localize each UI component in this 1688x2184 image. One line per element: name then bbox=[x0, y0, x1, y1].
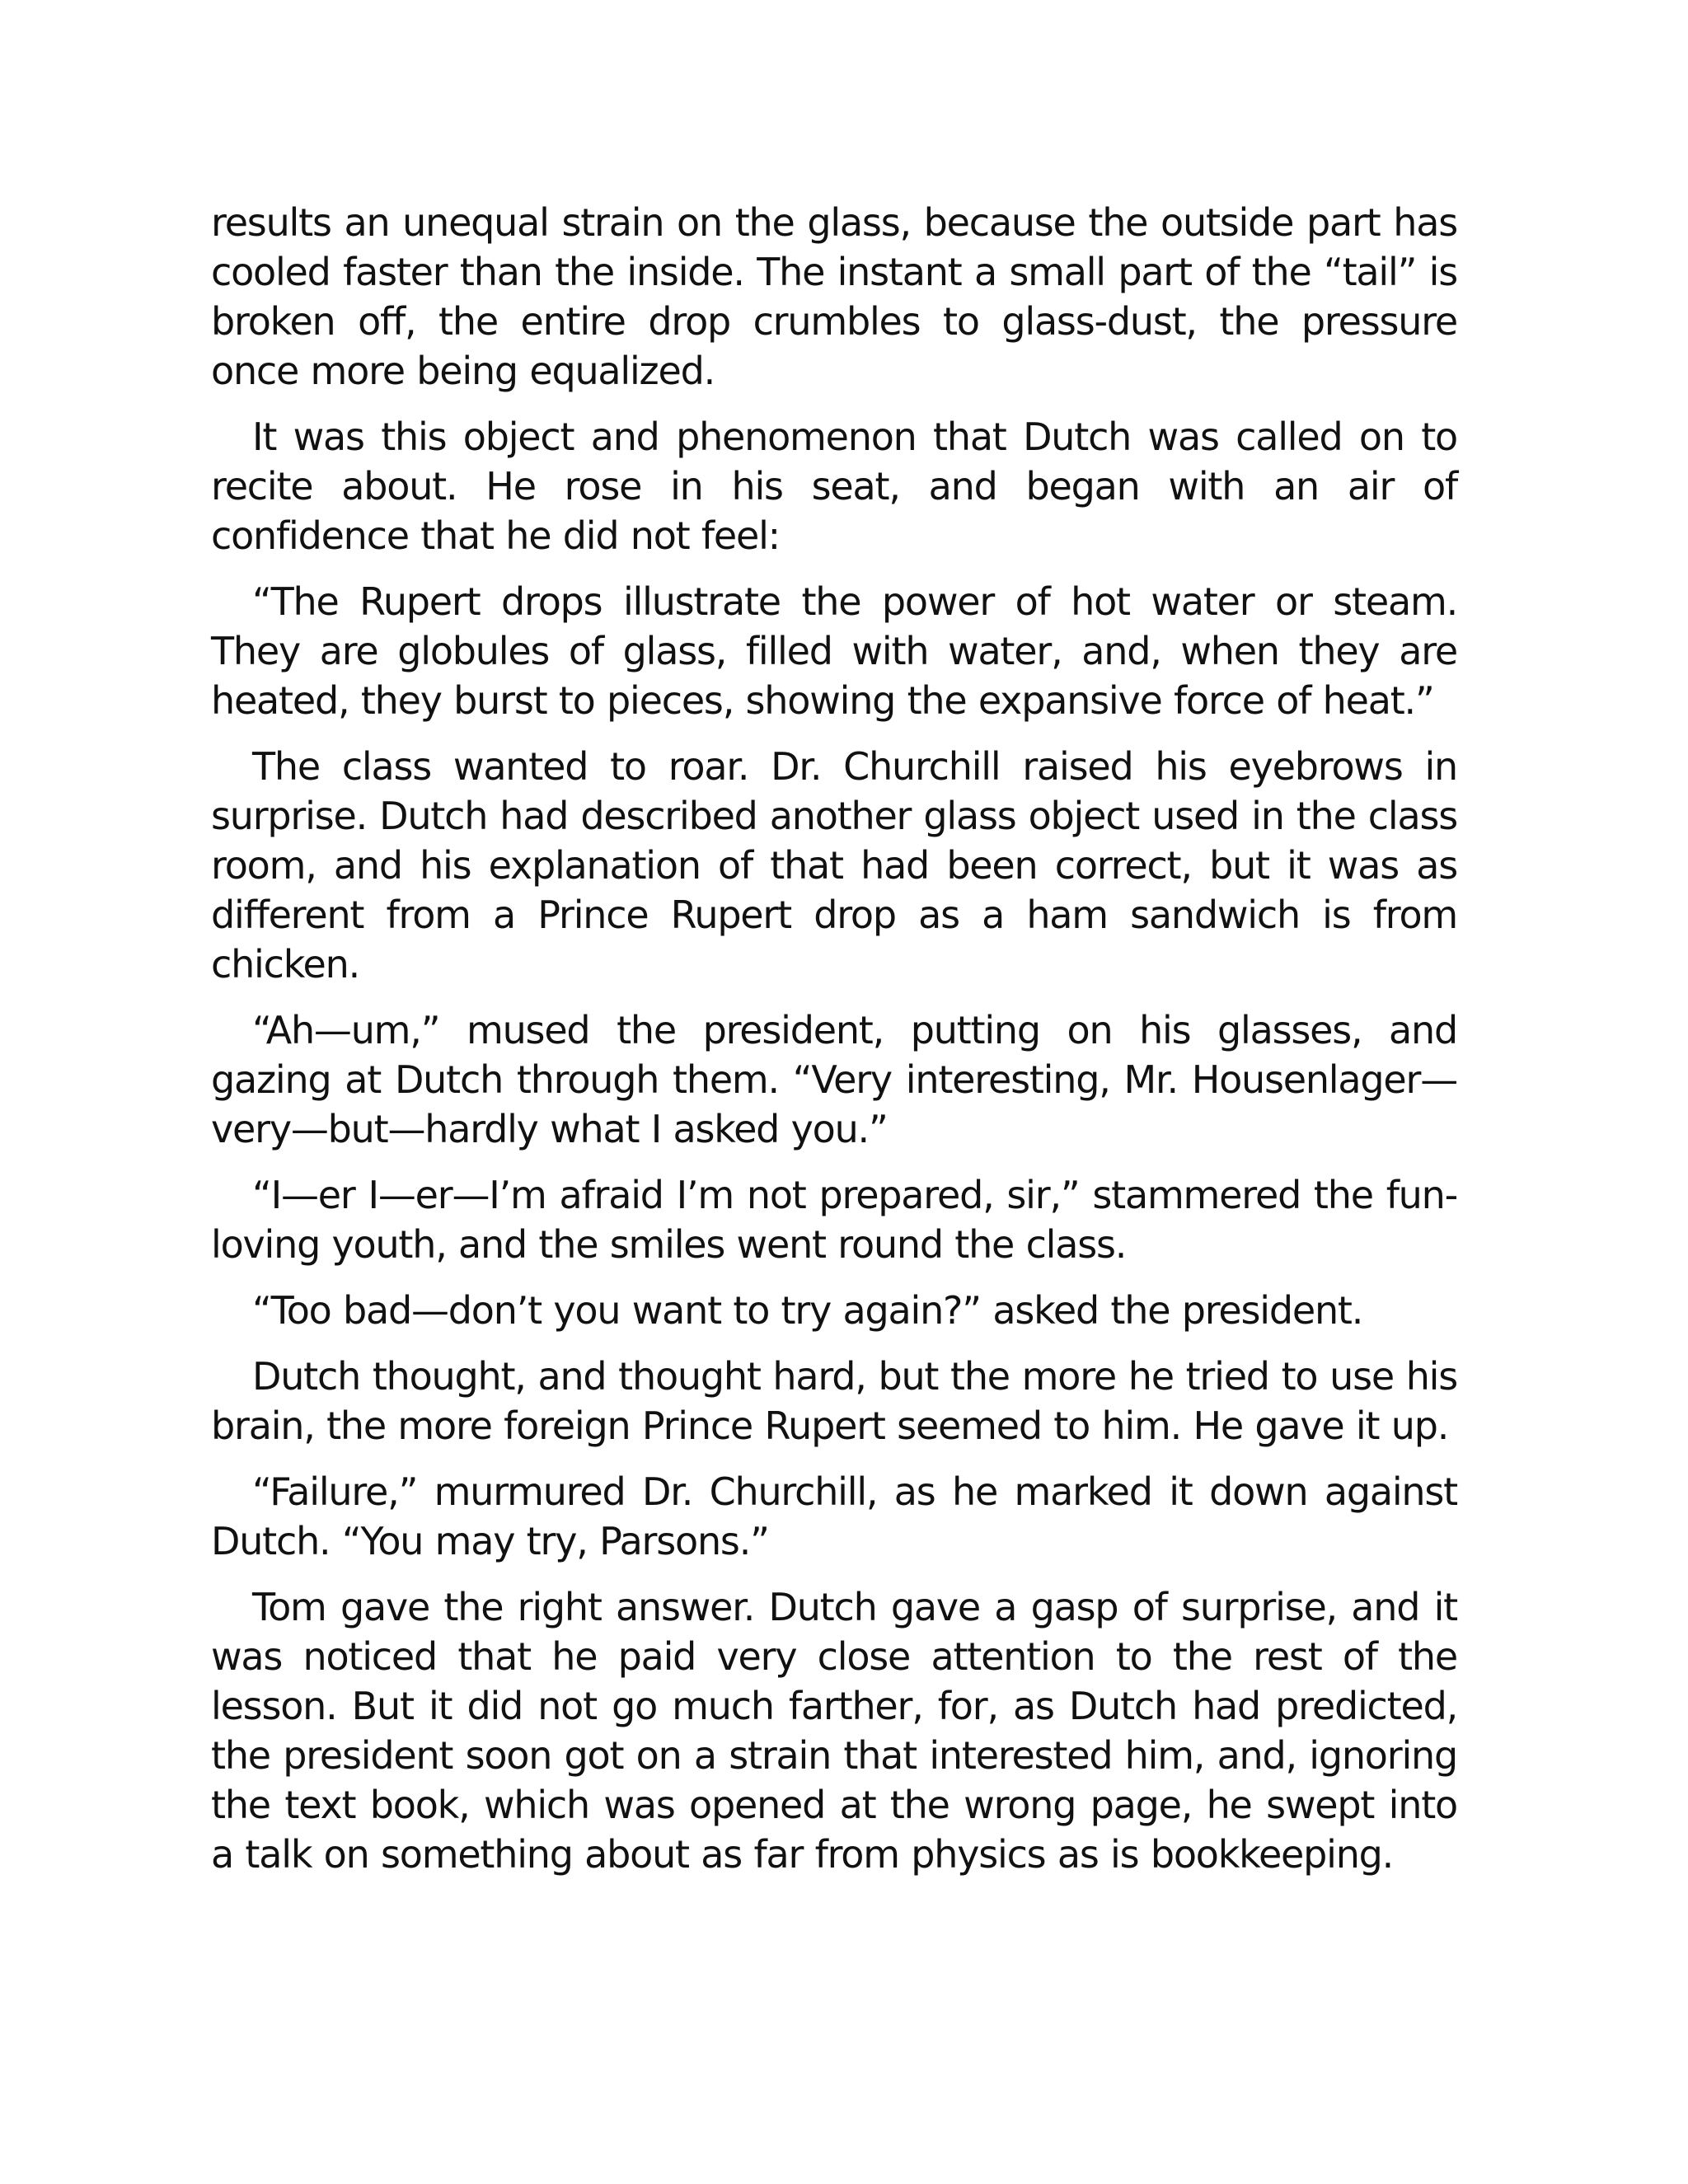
paragraph-10: Tom gave the right answer. Dutch gave a gasp of surprise, and it was noticed that he paid very close attention to the rest of the lesson. But it did not go much farther, for, as Dutch had predicted, the president soon got on a strain that interested him, and, ignoring the text book, which was opened at the wrong page, he swept into a talk on something about as far from physics as is bookkeeping. bbox=[211, 1585, 1457, 1877]
paragraph-2: It was this object and phenomenon that Dutch was called on to recite about. He rose in his seat, and began with an air of confidence that he did not feel: bbox=[211, 415, 1457, 558]
page-body bbox=[211, 198, 1457, 1896]
paragraph-5: “Ah—um,” mused the president, putting on his glasses, and gazing at Dutch through them. “Very interesting, Mr. Housenlager—very—but—hardly what I asked you.” bbox=[211, 1008, 1457, 1151]
paragraph-6: “I—er I—er—I’m afraid I’m not prepared, sir,” stammered the fun-loving youth, and the smiles went round the class. bbox=[211, 1173, 1457, 1267]
paragraph-3: “The Rupert drops illustrate the power of hot water or steam. They are globules of glass, filled with water, and, when they are heated, they burst to pieces, showing the expansive force of heat.” bbox=[211, 579, 1457, 723]
paragraph-7: “Too bad—don’t you want to try again?” asked the president. bbox=[252, 1288, 1363, 1333]
paragraph-9: “Failure,” murmured Dr. Churchill, as he marked it down against Dutch. “You may try, Parsons.” bbox=[211, 1469, 1457, 1563]
paragraph-8: Dutch thought, and thought hard, but the more he tried to use his brain, the more foreign Prince Rupert seemed to him. He gave it up. bbox=[211, 1354, 1457, 1448]
paragraph-1: results an unequal strain on the glass, because the outside part has cooled faster than the inside. The instant a small part of the “tail” is broken off, the entire drop crumbles to glass-dust, the pressure once more being equalized. bbox=[211, 200, 1457, 393]
paragraph-4: The class wanted to roar. Dr. Churchill raised his eyebrows in surprise. Dutch had described another glass object used in the class room, and his explanation of that had been correct, but it was as different from a Prince Rupert drop as a ham sandwich is from chicken. bbox=[211, 744, 1457, 987]
